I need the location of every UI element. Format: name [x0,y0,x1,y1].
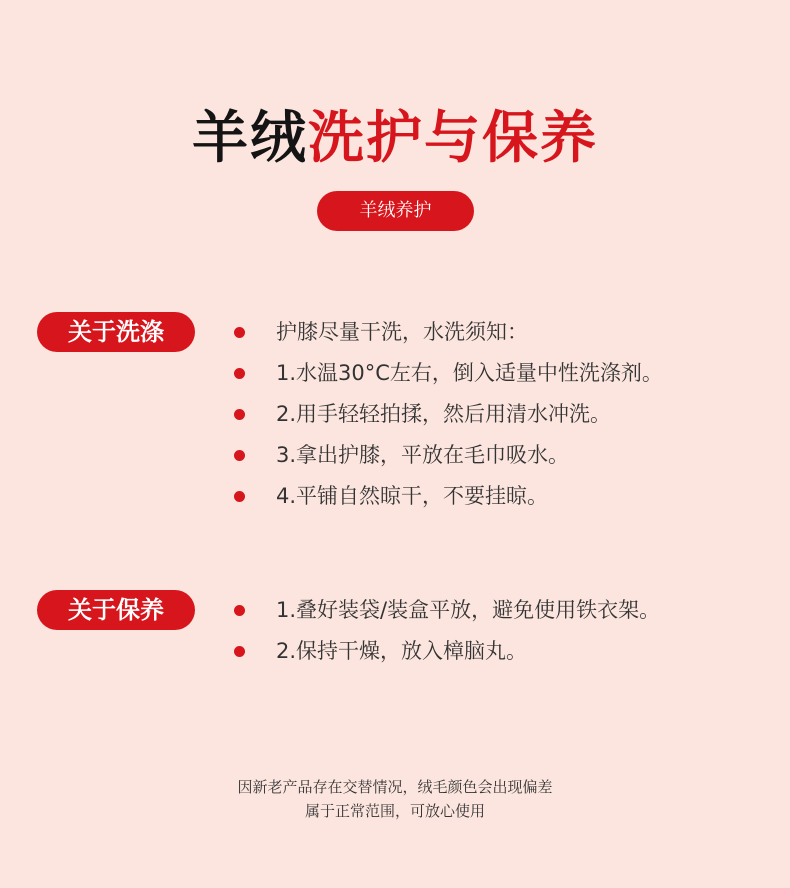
list-item [230,394,663,435]
bullet-dot-icon [234,409,245,420]
list-item-text: 3.拿出护膝，平放在毛巾吸水。 [276,443,570,467]
list-item-text: 护膝尽量干洗，水洗须知： [276,320,528,344]
list-item [230,435,663,476]
list-item [230,631,660,672]
bullet-dot-icon [234,368,245,379]
list-item-text: 2.用手轻轻拍揉，然后用清水冲洗。 [276,402,612,426]
title-black-part: 羊绒 [192,106,308,171]
subtitle-badge: 羊绒养护 [317,191,474,231]
footnote-line-1: 因新老产品存在交替情况，绒毛颜色会出现偏差 [237,778,553,796]
footnote-line-2: 属于正常范围，可放心使用 [304,802,485,820]
maintenance-list [230,590,660,672]
bullet-dot-icon [234,491,245,502]
list-item-text: 4.平铺自然晾干，不要挂晾。 [276,484,549,508]
bullet-dot-icon [234,327,245,338]
title-red-part: 洗护与保养 [308,106,598,171]
list-item-text: 2.保持干燥，放入樟脑丸。 [276,639,528,663]
page-title [0,104,790,174]
list-item-text: 1.叠好装袋/装盒平放，避免使用铁衣架。 [276,598,661,622]
list-item [230,590,660,631]
bullet-dot-icon [234,450,245,461]
bullet-dot-icon [234,646,245,657]
bullet-dot-icon [234,605,245,616]
washing-section-label: 关于洗涤 [37,312,195,352]
list-item-text: 1.水温30°C左右，倒入适量中性洗涤剂。 [276,361,663,385]
list-item [230,353,663,394]
list-item [230,312,663,353]
list-item [230,476,663,517]
washing-list [230,312,663,517]
maintenance-section-label: 关于保养 [37,590,195,630]
